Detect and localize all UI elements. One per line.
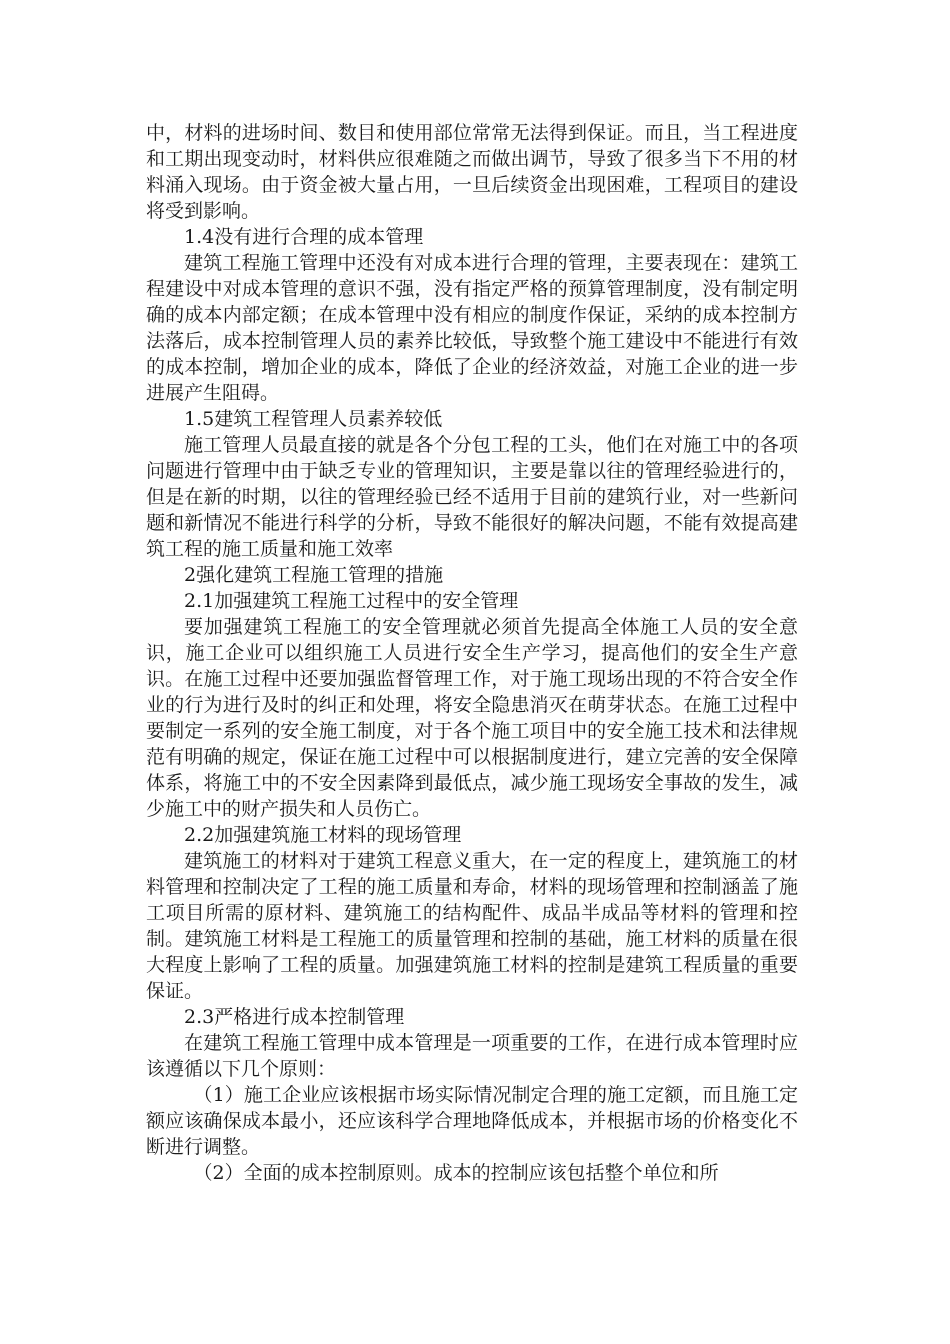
- paragraph-staff-quality: 施工管理人员最直接的就是各个分包工程的工头，他们在对施工中的各项问题进行管理中由于缺乏专业的管理知识，主要是靠以往的管理经验进行的，但是在新的时期，以往的管理经验已经不适用于目前的建筑行业，对一些新问题和新情况不能进行科学的分析，导致不能很好的解决问题，不能有效提高建筑工程的施工质量和施工效率: [146, 434, 798, 560]
- paragraph-material-management: 建筑施工的材料对于建筑工程意义重大，在一定的程度上，建筑施工的材料管理和控制决定了工程的施工质量和寿命，材料的现场管理和控制涵盖了施工项目所需的原材料、建筑施工的结构配件、成品半成品等材料的管理和控制。建筑施工材料是工程施工的质量管理和控制的基础，施工材料的质量在很大程度上影响了工程的质量。加强建筑施工材料的控制是建筑工程质量的重要保证。: [146, 850, 798, 1002]
- section-heading-2-2: 2.2加强建筑施工材料的现场管理: [184, 824, 462, 846]
- section-heading-1-4: 1.4没有进行合理的成本管理: [184, 226, 424, 248]
- section-heading-2: 2强化建筑工程施工管理的措施: [184, 564, 444, 586]
- section-heading-2-1: 2.1加强建筑工程施工过程中的安全管理: [184, 590, 519, 612]
- paragraph-continuation: 中，材料的进场时间、数目和使用部位常常无法得到保证。而且，当工程进度和工期出现变动时，材料供应很难随之而做出调节，导致了很多当下不用的材料涌入现场。由于资金被大量占用，一旦后续资金出现困难，工程项目的建设将受到影响。: [146, 122, 798, 222]
- paragraph-safety-management: 要加强建筑工程施工的安全管理就必须首先提高全体施工人员的安全意识，施工企业可以组织施工人员进行安全生产学习，提高他们的安全生产意识。在施工过程中还要加强监督管理工作，对于施工现场出现的不符合安全作业的行为进行及时的纠正和处理，将安全隐患消灭在萌芽状态。在施工过程中要制定一系列的安全施工制度，对于各个施工项目中的安全施工技术和法律规范有明确的规定，保证在施工过程中可以根据制度进行，建立完善的安全保障体系，将施工中的不安全因素降到最低点，减少施工现场安全事故的发生，减少施工中的财产损失和人员伤亡。: [146, 616, 798, 820]
- list-item-principle-2: （2）全面的成本控制原则。成本的控制应该包括整个单位和所: [193, 1162, 719, 1184]
- paragraph-cost-management: 建筑工程施工管理中还没有对成本进行合理的管理，主要表现在：建筑工程建设中对成本管理的意识不强，没有指定严格的预算管理制度，没有制定明确的成本内部定额；在成本管理中没有相应的制度作保证，采纳的成本控制方法落后，成本控制管理人员的素养比较低，导致整个施工建设中不能进行有效的成本控制，增加企业的成本，降低了企业的经济效益，对施工企业的进一步进展产生阻碍。: [146, 252, 798, 404]
- section-heading-1-5: 1.5建筑工程管理人员素养较低: [184, 408, 443, 430]
- document-body: [146, 120, 798, 1186]
- section-heading-2-3: 2.3严格进行成本控制管理: [184, 1006, 405, 1028]
- paragraph-cost-control: 在建筑工程施工管理中成本管理是一项重要的工作，在进行成本管理时应该遵循以下几个原则：: [146, 1032, 798, 1080]
- list-item-principle-1: （1）施工企业应该根据市场实际情况制定合理的施工定额，而且施工定额应该确保成本最小，还应该科学合理地降低成本，并根据市场的价格变化不断进行调整。: [146, 1084, 798, 1158]
